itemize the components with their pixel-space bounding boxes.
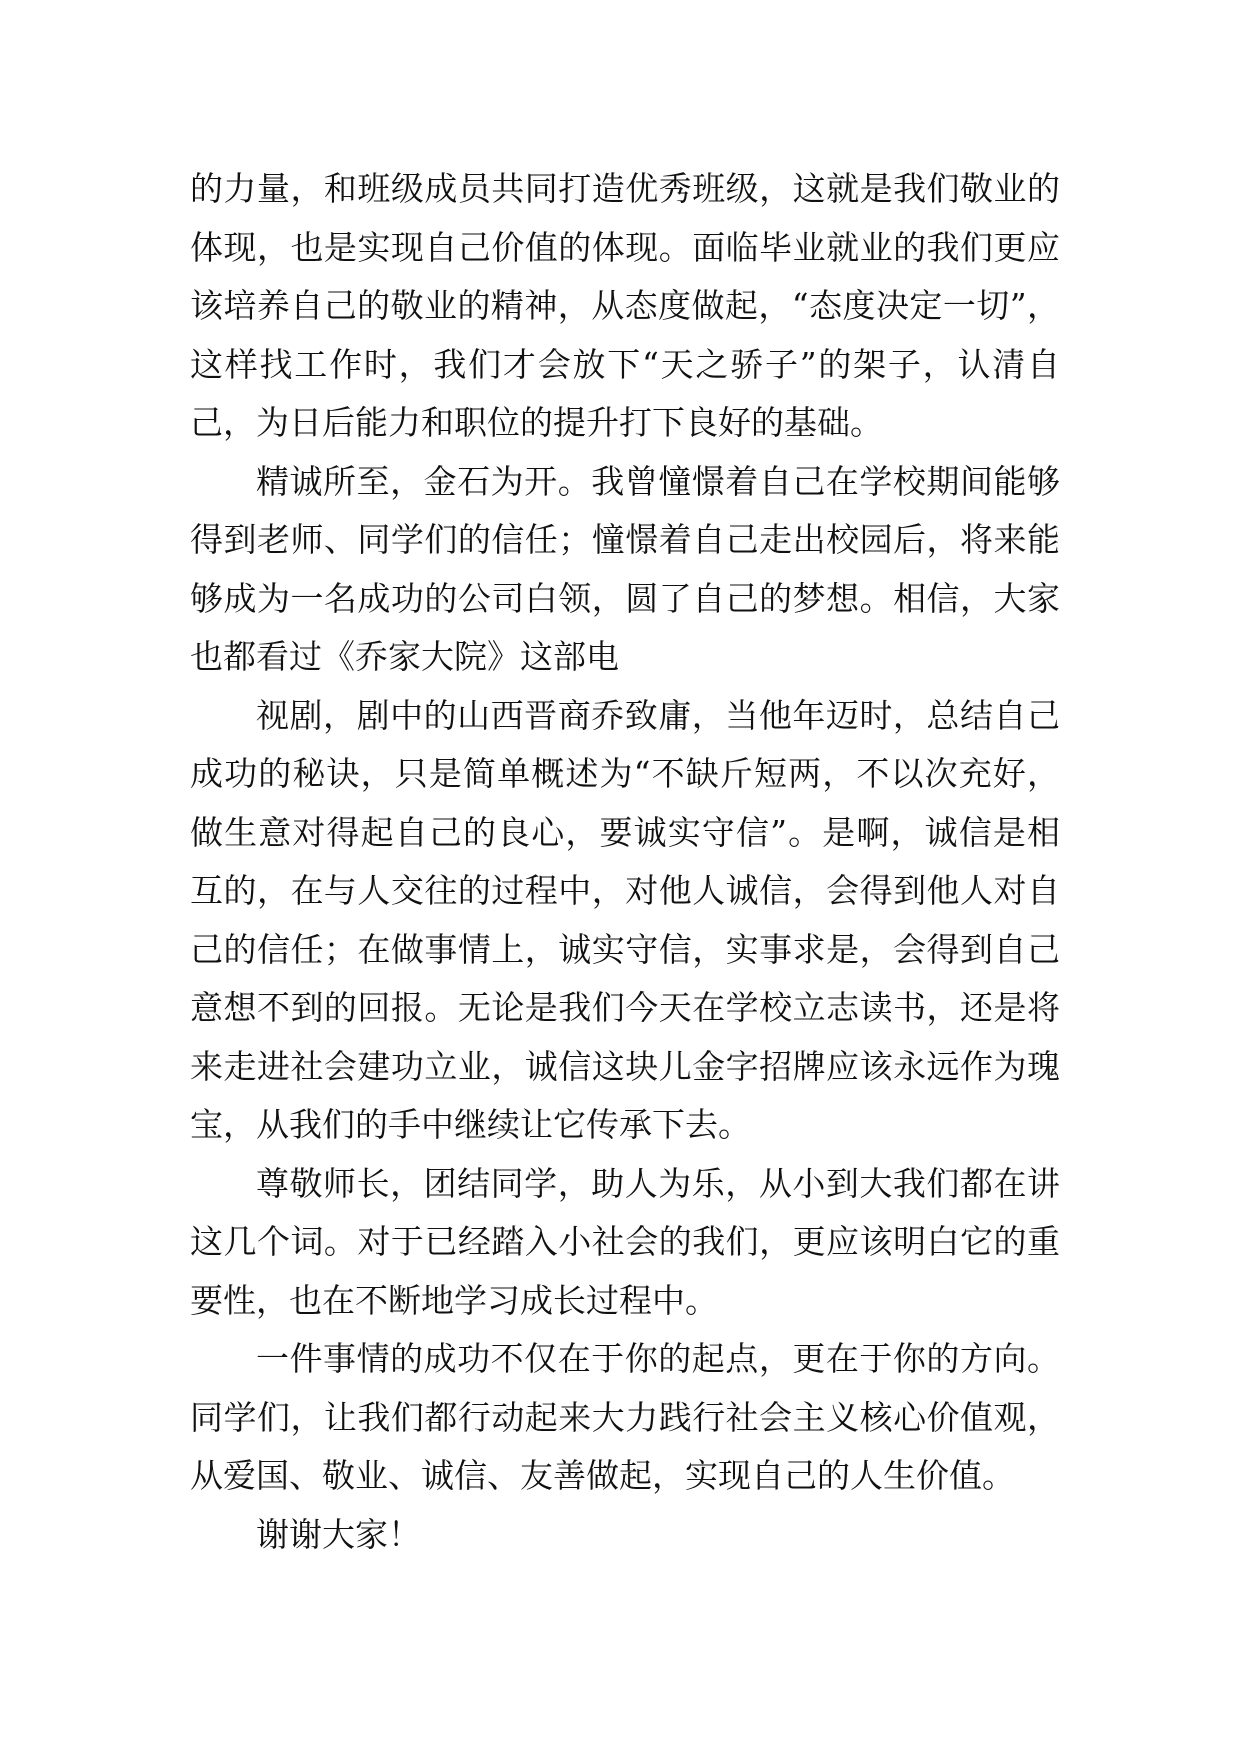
text-line: 体现，也是实现自己价值的体现。面临毕业就业的我们更应 [190,227,1060,267]
text-line: 来走进社会建功立业，诚信这块儿金字招牌应该永远作为瑰 [190,1046,1060,1086]
text-line: 这样找工作时，我们才会放下“天之骄子”的架子，认清自 [190,344,1060,384]
text-line: 该培养自己的敬业的精神，从态度做起，“态度决定一切”， [190,286,1060,325]
text-line: 也都看过《乔家大院》这部电 [190,637,619,676]
text-line: 己，为日后能力和职位的提升打下良好的基础。 [190,403,883,442]
text-line: 得到老师、同学们的信任；憧憬着自己走出校园后，将来能 [190,520,1060,559]
text-line: 成功的秘诀，只是简单概述为“不缺斤短两，不以次充好， [190,754,1060,793]
text-line: 这几个词。对于已经踏入小社会的我们，更应该明白它的重 [190,1222,1060,1261]
text-line: 的力量，和班级成员共同打造优秀班级，这就是我们敬业的 [190,169,1060,208]
paragraph-first-line: 精诚所至，金石为开。我曾憧憬着自己在学校期间能够 [256,461,1060,501]
text-line: 做生意对得起自己的良心，要诚实守信”。是啊，诚信是相 [190,812,1060,852]
text-line: 从爱国、敬业、诚信、友善做起，实现自己的人生价值。 [190,1456,1015,1495]
text-line: 互的，在与人交往的过程中，对他人诚信，会得到他人对自 [190,871,1060,910]
paragraph-first-line: 视剧，剧中的山西晋商乔致庸，当他年迈时，总结自己 [256,695,1060,735]
text-line: 够成为一名成功的公司白领，圆了自己的梦想。相信，大家 [190,578,1060,618]
text-line: 意想不到的回报。无论是我们今天在学校立志读书，还是将 [190,988,1060,1027]
paragraph-first-line: 尊敬师长，团结同学，助人为乐，从小到大我们都在讲 [256,1163,1060,1203]
text-line: 宝，从我们的手中继续让它传承下去。 [190,1105,751,1144]
text-line: 同学们，让我们都行动起来大力践行社会主义核心价值观， [190,1397,1060,1437]
document-body [190,160,1060,1564]
closing-line: 谢谢大家！ [256,1514,421,1554]
paragraph-first-line: 一件事情的成功不仅在于你的起点，更在于你的方向。 [256,1339,1060,1378]
text-line: 己的信任；在做事情上，诚实守信，实事求是，会得到自己 [190,929,1060,969]
text-line: 要性，也在不断地学习成长过程中。 [190,1280,718,1320]
